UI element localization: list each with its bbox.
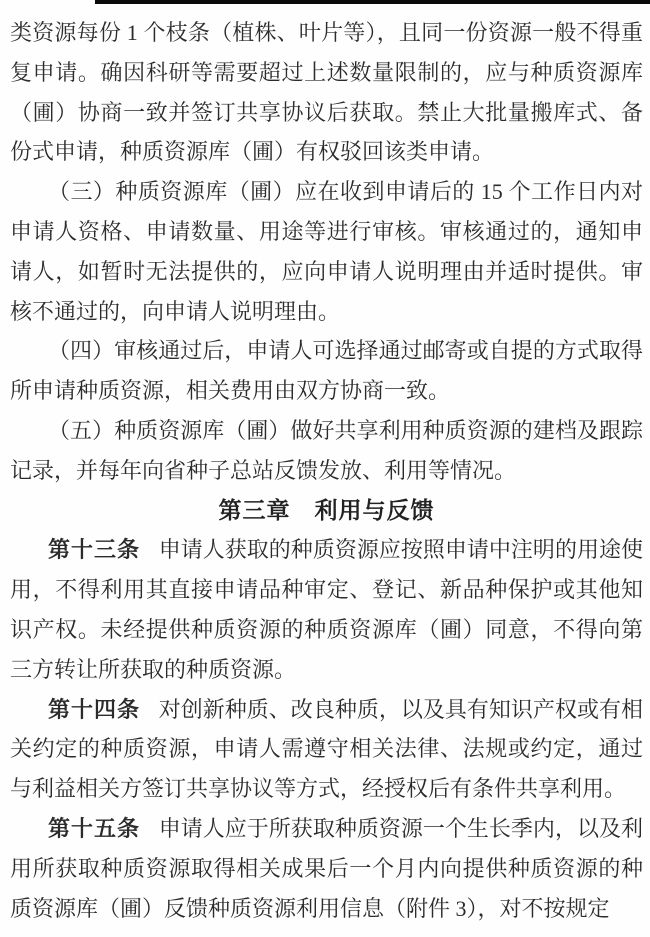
article-label-15: 第十五条 bbox=[48, 815, 141, 841]
paragraph-article-15 bbox=[10, 809, 643, 928]
paragraph-article-14 bbox=[10, 690, 643, 809]
paragraph-text: 对创新种质、改良种质，以及具有知识产权或有相关约定的种质资源，申请人需遵守相关法律、法规或约定，通过与利益相关方签订共享协议等方式，经授权后有条件共享利用。 bbox=[10, 696, 643, 802]
paragraph-item-5 bbox=[10, 411, 643, 491]
scan-artifact-line bbox=[95, 0, 650, 4]
paragraph-text: （四）审核通过后，申请人可选择通过邮寄或自提的方式取得所申请种质资源，相关费用由双方协商一致。 bbox=[10, 338, 643, 404]
paragraph-text: 类资源每份 1 个枝条（植株、叶片等），且同一份资源一般不得重复申请。确因科研等需要超过上述数量限制的，应与种质资源库（圃）协商一致并签订共享协议后获取。禁止大批量搬库式、备份式申请，种质资源库（圃）有权驳回该类申请。 bbox=[10, 20, 643, 165]
paragraph-text: （五）种质资源库（圃）做好共享利用种质资源的建档及跟踪记录，并每年向省种子总站反馈发放、利用等情况。 bbox=[10, 417, 643, 483]
paragraph-text: 申请人应于所获取种质资源一个生长季内，以及利用所获取种质资源取得相关成果后一个月内向提供种质资源的种质资源库（圃）反馈种质资源利用信息（附件 3），对不按规定 bbox=[10, 815, 643, 921]
paragraph-item-4 bbox=[10, 331, 643, 411]
paragraph-item-3 bbox=[10, 172, 643, 331]
article-label-13: 第十三条 bbox=[48, 537, 141, 563]
paragraph-text: （三）种质资源库（圃）应在收到申请后的 15 个工作日内对申请人资格、申请数量、用途等进行审核。审核通过的，通知申请人，如暂时无法提供的，应向申请人说明理由并适时提供。审核不通过的，向申请人说明理由。 bbox=[10, 179, 643, 324]
paragraph-text: 申请人获取的种质资源应按照申请中注明的用途使用，不得利用其直接申请品种审定、登记、新品种保护或其他知识产权。未经提供种质资源的种质资源库（圃）同意，不得向第三方转让所获取的种质资源。 bbox=[10, 537, 643, 682]
article-label-14: 第十四条 bbox=[48, 696, 141, 722]
paragraph-continuation bbox=[10, 13, 643, 172]
paragraph-article-13 bbox=[10, 530, 643, 689]
chapter-heading: 第三章 利用与反馈 bbox=[218, 496, 435, 523]
